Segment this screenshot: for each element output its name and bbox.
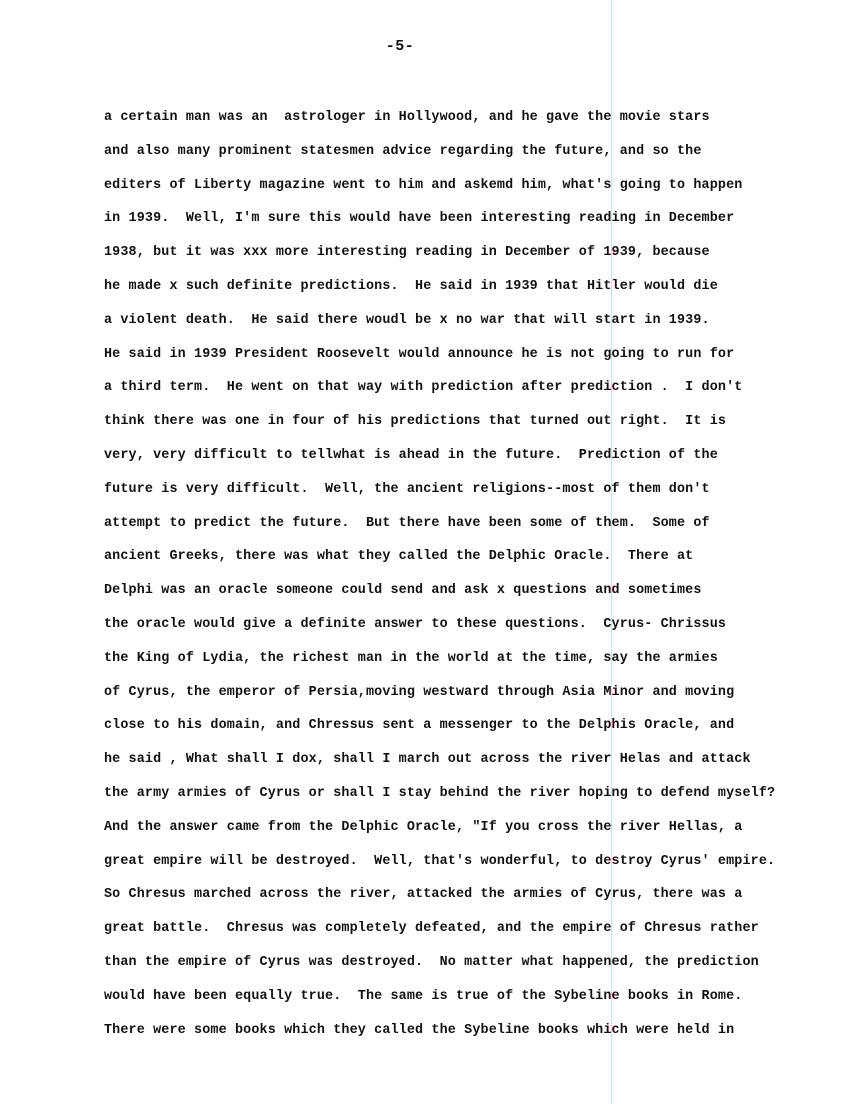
text-line: So Chresus marched across the river, attacked the armies of Cyrus, there was a	[104, 887, 743, 903]
typed-body-text	[104, 106, 804, 1052]
text-line: he made x such definite predictions. He said in 1939 that Hitler would die	[104, 278, 718, 294]
text-line: of Cyrus, the emperor of Persia,moving westward through Asia Minor and moving	[104, 684, 735, 700]
text-line: the army armies of Cyrus or shall I stay behind the river hoping to defend myself?	[104, 785, 776, 801]
page-number: -5-	[385, 38, 415, 55]
text-line: a violent death. He said there woudl be x no war that will start in 1939.	[104, 312, 710, 328]
text-line: editers of Liberty magazine went to him and askemd him, what's going to happen	[104, 177, 743, 193]
text-line: would have been equally true. The same is true of the Sybeline books in Rome.	[104, 988, 743, 1004]
text-line: future is very difficult. Well, the ancient religions--most of them don't	[104, 481, 710, 497]
text-line: great battle. Chresus was completely defeated, and the empire of Chresus rather	[104, 921, 759, 937]
text-line: ancient Greeks, there was what they called the Delphic Oracle. There at	[104, 549, 694, 565]
text-line: the oracle would give a definite answer to these questions. Cyrus- Chrissus	[104, 616, 727, 632]
text-line: 1938, but it was xxx more interesting reading in December of 1939, because	[104, 245, 710, 261]
text-line: a third term. He went on that way with prediction after prediction . I don't	[104, 380, 743, 396]
text-line: close to his domain, and Chressus sent a messenger to the Delphis Oracle, and	[104, 718, 735, 734]
text-line: in 1939. Well, I'm sure this would have been interesting reading in December	[104, 211, 735, 227]
text-line: a certain man was an astrologer in Hollywood, and he gave the movie stars	[104, 110, 710, 125]
text-line: He said in 1939 President Roosevelt would announce he is not going to run for	[104, 346, 735, 362]
text-line: great empire will be destroyed. Well, that's wonderful, to destroy Cyrus' empire.	[104, 853, 776, 869]
text-line: Delphi was an oracle someone could send and ask x questions and sometimes	[104, 583, 702, 599]
text-line: he said , What shall I dox, shall I march out across the river Helas and attack	[104, 752, 751, 768]
text-line: and also many prominent statesmen advice regarding the future, and so the	[104, 143, 702, 159]
text-line: attempt to predict the future. But there have been some of them. Some of	[104, 515, 710, 531]
text-line: the King of Lydia, the richest man in the world at the time, say the armies	[104, 650, 718, 666]
text-line: than the empire of Cyrus was destroyed. No matter what happened, the prediction	[104, 954, 759, 970]
text-line: very, very difficult to tellwhat is ahead in the future. Prediction of the	[104, 447, 718, 463]
text-line: There were some books which they called the Sybeline books which were held in	[104, 1022, 735, 1038]
text-line: think there was one in four of his predictions that turned out right. It is	[104, 414, 727, 430]
text-line: And the answer came from the Delphic Oracle, "If you cross the river Hellas, a	[104, 819, 743, 835]
